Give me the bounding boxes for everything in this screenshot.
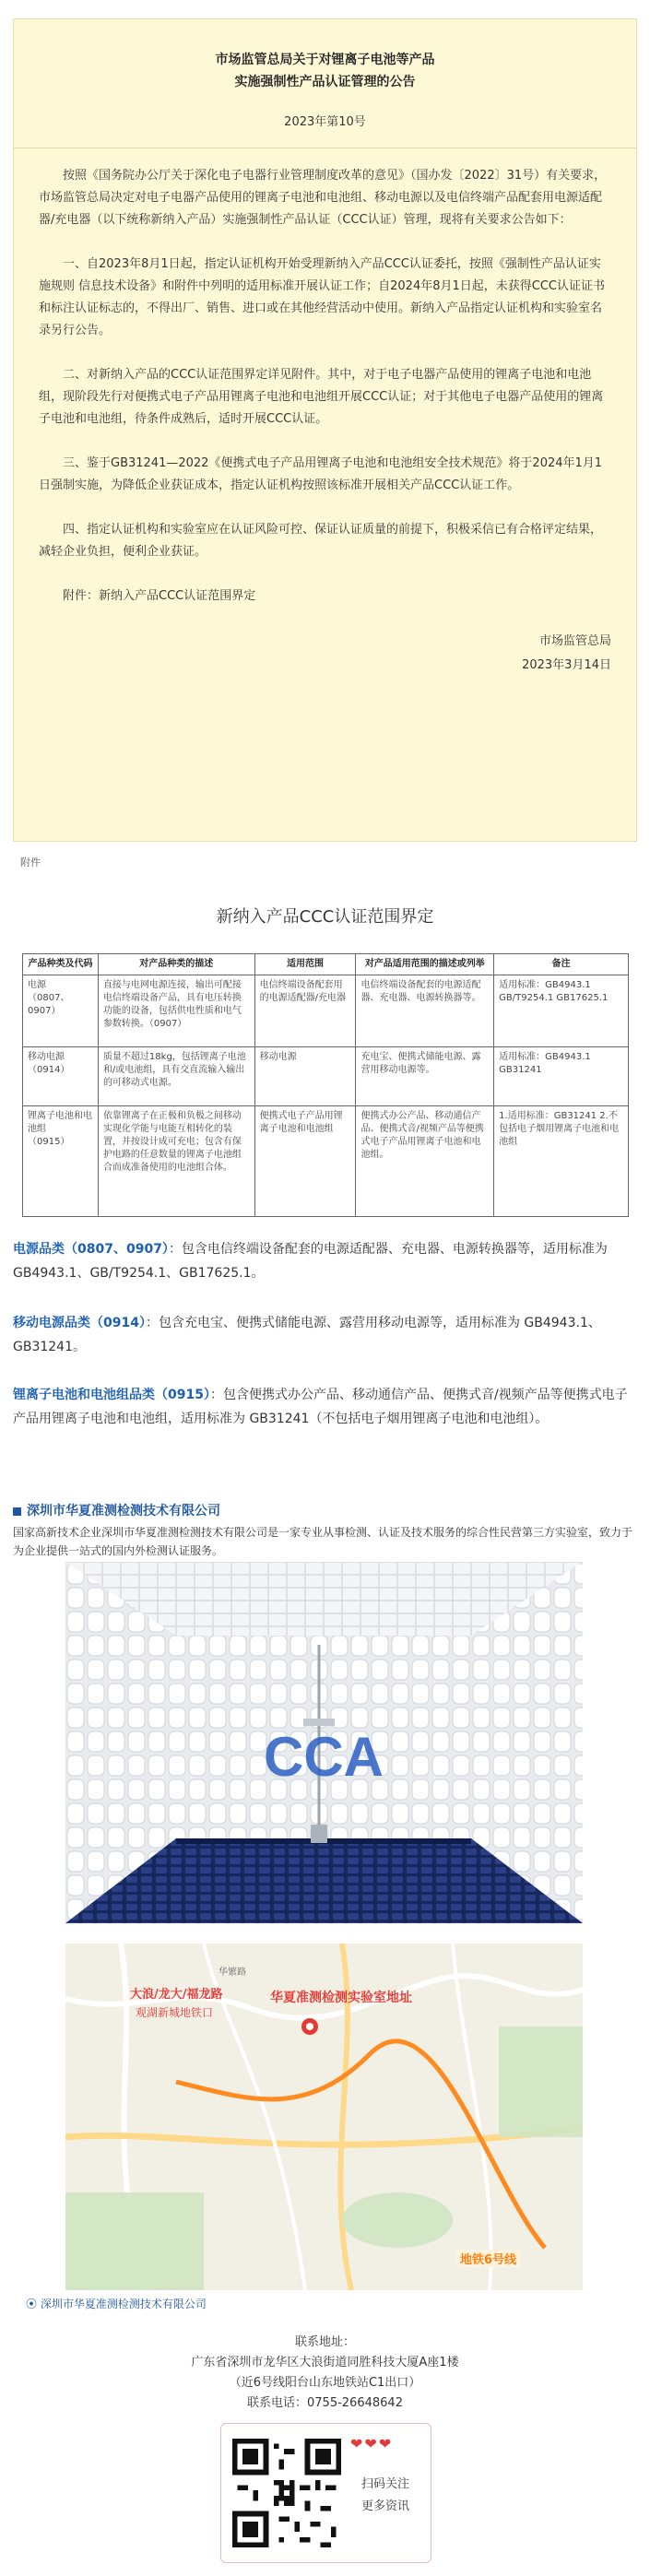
category-power	[13, 1237, 637, 1285]
product-code: （0914）	[28, 1065, 70, 1075]
notice-body	[14, 148, 636, 608]
category-key: 电源品类（0807、0907）	[13, 1242, 169, 1257]
anechoic-chamber-illustration	[65, 1562, 583, 1923]
map-label-line: 地铁6号线	[456, 2250, 520, 2267]
company-name	[13, 1501, 637, 1519]
notice-paragraph: 四、指定认证机构和实验室应在认证风险可控、保证认证质量的前提下，积极采信已有合格评定结果，减轻企业负担，便利企业获证。	[39, 523, 603, 559]
table-cell: 质量不超过18kg，包括锂离子电池和/或电池组，具有交直流输入输出的可移动式电源。	[98, 1047, 254, 1106]
map-caption-text: 深圳市华夏准测检测技术有限公司	[40, 2298, 207, 2310]
qr-text	[361, 2474, 409, 2518]
contact-address: 广东省深圳市龙华区大浪街道同胜科技大厦A座1楼	[191, 2356, 459, 2369]
location-pin-icon: ⦿	[26, 2298, 38, 2310]
scope-table-header	[23, 954, 629, 975]
qr-code[interactable]	[232, 2439, 341, 2547]
scope-header-cell: 对产品适用范围的描述或列举	[356, 954, 494, 975]
product-code: （0807、0907）	[28, 993, 70, 1016]
notice-signature	[14, 630, 636, 678]
location-map[interactable]	[65, 1944, 583, 2290]
notice-title-line2: 实施强制性产品认证管理的公告	[234, 75, 416, 89]
table-cell	[23, 975, 99, 1047]
cca-logo: CCA	[264, 1726, 384, 1788]
category-text: ：包含便携式办公产品、移动通信产品、便携式音/视频产品等便携式电子产品用锂离子电池和电池组，适用标准为 GB31241（不包括电子烟用锂离子电池和电池组）。	[13, 1388, 628, 1426]
table-cell: 直接与电网电源连接，输出可配接电信终端设备产品，具有电压转换功能的设备，包括供电性质和电气参数转换。（0907）	[98, 975, 254, 1047]
table-cell: 依靠锂离子在正极和负极之间移动实现化学能与电能互相转化的装置，并按设计成可充电；包含有保护电路的任意数量的锂离子电池组合而成准备使用的电池组合体。	[98, 1106, 254, 1217]
map-label-lab: 华夏准测检测实验室地址	[270, 1991, 412, 2005]
table-row	[23, 975, 629, 1047]
table-cell	[23, 1106, 99, 1217]
company-description: 国家高新技术企业深圳市华夏准测检测技术有限公司是一家专业从事检测、认证及技术服务的综合性民营第三方实验室，致力于为企业提供一站式的国内外检测认证服务。	[13, 1526, 633, 1557]
category-mobile-power	[13, 1311, 637, 1359]
category-text: ：包含充电宝、便携式储能电源、露营用移动电源等，适用标准为 GB4943.1、GB31241。	[13, 1316, 601, 1354]
category-text: ：包含电信终端设备配套的电源适配器、充电器、电源转换器等，适用标准为 GB4943.1、GB/T9254.1、GB17625.1。	[13, 1242, 608, 1281]
notice-paragraph: 三、鉴于GB31241—2022《便携式电子产品用锂离子电池和电池组安全技术规范》将于2024年1月1日强制实施，为降低企业获证成本，指定认证机构按照该标准开展相关产品CCC认证工作。	[39, 456, 603, 492]
category-key: 锂离子电池和电池组品类（0915）	[13, 1388, 210, 1402]
product-name: 移动电源	[28, 1052, 65, 1062]
product-code: （0915）	[28, 1137, 70, 1147]
table-cell: 便携式办公产品、移动通信产品、便携式音/视频产品等便携式电子产品用锂离子电池和电池组。	[356, 1106, 494, 1217]
scope-table	[22, 953, 629, 1217]
table-cell: 电信终端设备配套的电源适配器、充电器、电源转换器等。	[356, 975, 494, 1047]
table-cell: 便携式电子产品用锂离子电池和电池组	[254, 1106, 356, 1217]
bullet-square-icon	[13, 1507, 21, 1516]
contact-phone: 联系电话：0755-26648642	[247, 2396, 403, 2410]
map-label-area: 观湖新城地铁口	[136, 2006, 214, 2019]
contact-block	[0, 2333, 650, 2414]
notice-date: 2023年3月14日	[522, 658, 611, 672]
company-section	[13, 1501, 637, 1560]
qr-code-image	[232, 2439, 341, 2547]
notice-card	[13, 18, 637, 842]
table-cell: 1.适用标准：GB31241 2.不包括电子烟用锂离子电池和电池组	[494, 1106, 629, 1217]
notice-title-line1: 市场监管总局关于对锂离子电池等产品	[215, 53, 435, 67]
table-row	[23, 1047, 629, 1106]
notice-paragraph: 一、自2023年8月1日起，指定认证机构开始受理新纳入产品CCC认证委托，按照《强制性产品认证实施规则 信息技术设备》和附件中列明的适用标准开展认证工作；自2024年8月1日起，未获得CCC认证证书和标注认证标志的，不得出厂、销售、进口或在其他经营活动中使用。新纳入产品指定认证机构和实验室名录另行公告。	[39, 257, 605, 337]
table-cell	[23, 1047, 99, 1106]
table-cell: 适用标准：GB4943.1 GB/T9254.1 GB17625.1	[494, 975, 629, 1047]
notice-paragraph: 按照《国务院办公厅关于深化电子电器行业管理制度改革的意见》（国办发〔2022〕31号）有关要求，市场监管总局决定对电子电器产品使用的锂离子电池和电池组、移动电源以及电信终端产品配套用电源适配器/充电器（以下统称新纳入产品）实施强制性产品认证（CCC认证）管理，现将有关要求公告如下：	[39, 169, 607, 227]
scope-header-cell: 备注	[494, 954, 629, 975]
scope-title: 新纳入产品CCC认证范围界定	[216, 907, 434, 927]
contact-label: 联系地址：	[294, 2335, 355, 2349]
attachment-label: 附件	[20, 857, 41, 869]
lab-photo	[65, 1562, 583, 1923]
table-row	[23, 1106, 629, 1217]
category-key: 移动电源品类（0914）	[13, 1316, 146, 1330]
table-cell: 充电宝、便携式储能电源、露营用移动电源等。	[356, 1047, 494, 1106]
notice-paragraph: 二、对新纳入产品的CCC认证范围界定详见附件。其中，对于电子电器产品使用的锂离子电池和电池组，现阶段先行对便携式电子产品用锂离子电池和电池组开展CCC认证；对于其他电子电器产品使用的锂离子电池和电池组，待条件成熟后，适时开展CCC认证。	[39, 368, 604, 426]
map-label-metro: 大浪/龙大/福龙路	[130, 1988, 223, 2002]
notice-signer: 市场监管总局	[538, 634, 611, 648]
notice-attachment-line: 附件：新纳入产品CCC认证范围界定	[63, 589, 256, 603]
table-cell: 移动电源	[254, 1047, 356, 1106]
qr-text-line2: 更多资讯	[361, 2499, 410, 2513]
notice-title	[14, 49, 636, 93]
qr-text-line1: 扫码关注	[361, 2477, 410, 2491]
notice-doc-number: 2023年第10号	[284, 115, 366, 129]
company-name-text: 深圳市华夏准测检测技术有限公司	[27, 1504, 220, 1518]
contact-metro: （近6号线阳台山东地铁站C1出口）	[229, 2376, 421, 2390]
scope-header-cell: 产品种类及代码	[23, 954, 99, 975]
product-name: 锂离子电池和电池组	[28, 1111, 92, 1134]
product-name: 电源	[28, 980, 46, 990]
qr-card[interactable]	[220, 2423, 431, 2563]
scope-header-cell: 适用范围	[254, 954, 356, 975]
table-cell: 适用标准：GB4943.1 GB31241	[494, 1047, 629, 1106]
table-cell: 电信终端设备配套用的电源适配器/充电器	[254, 975, 356, 1047]
map-label-road: 华繁路	[219, 1967, 246, 1978]
scope-header-cell: 对产品种类的描述	[98, 954, 254, 975]
category-li-battery	[13, 1383, 637, 1431]
hearts-icon: ❤❤❤	[350, 2435, 394, 2452]
map-caption[interactable]	[26, 2296, 207, 2311]
